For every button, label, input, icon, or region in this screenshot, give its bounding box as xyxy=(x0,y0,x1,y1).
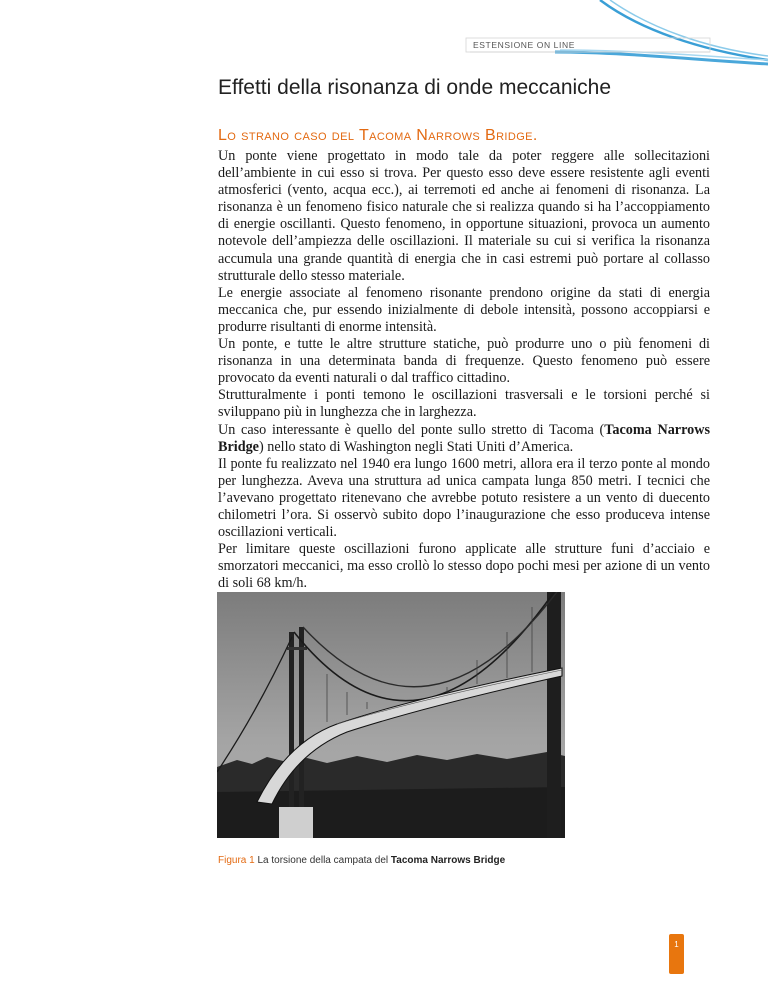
section-heading: Lo strano caso del Tacoma Narrows Bridge. xyxy=(218,127,538,144)
caption-bold: Tacoma Narrows Bridge xyxy=(390,855,506,866)
header-section-label: ESTENSIONE ON LINE xyxy=(473,40,575,50)
paragraph: Le energie associate al fenomeno risonante prendono origine da stati di energia meccanica che, pur essendo inizialmente di debole intensità, possono accoppiarsi e produrre risultanti di enorme intensità. xyxy=(218,284,710,335)
figure-label: Figura 1 xyxy=(218,855,255,866)
body-text xyxy=(218,148,710,592)
page-number-tab xyxy=(669,934,684,974)
paragraph: Il ponte fu realizzato nel 1940 era lungo 1600 metri, allora era il terzo ponte al mondo per lunghezza. Aveva una struttura ad unica campata lunga 850 metri. I tecnici che l’avevano progettato ritenevano che avrebbe potuto resistere a un vento di duecento chilometri l’ora. Si osservò subito dopo l’inaugurazione che esso produceva intense oscillazioni verticali. xyxy=(218,455,710,541)
paragraph: Un ponte viene progettato in modo tale da poter reggere alle sollecitazioni dell’ambiente in cui esso si trova. Per questo esso deve essere resistente agli eventi atmosferici (vento, acqua ecc.), ai terremoti ed anche ai fenomeni di risonanza. La risonanza è un fenomeno fisico naturale che si realizza quando si ha l’accoppiamento di energie oscillanti. Questo fenomeno, in opportune situazioni, provoca un aumento notevole dell’ampiezza delle oscillazioni. Il materiale su cui si verifica la risonanza accumula una grande quantità di energia che in casi estremi può portare al collasso strutturale dello stesso materiale. xyxy=(218,148,710,284)
paragraph: Strutturalmente i ponti temono le oscillazioni trasversali e le torsioni perché si sviluppano più in lunghezza che in larghezza. xyxy=(218,387,710,421)
paragraph-text: ) nello stato di Washington negli Stati Uniti d’America. xyxy=(258,438,574,455)
page-number: 1 xyxy=(674,940,679,949)
paragraph: Un ponte, e tutte le altre strutture statiche, può produrre uno o più fenomeni di risonanza in una determinata banda di frequenze. Questo fenomeno può essere provocato da eventi naturali o dal traffico cittadino. xyxy=(218,336,710,387)
bridge-photo xyxy=(217,592,565,838)
page-title: Effetti della risonanza di onde meccaniche xyxy=(218,76,612,99)
paragraph-text: Un caso interessante è quello del ponte sullo stretto di Tacoma ( xyxy=(218,421,605,438)
caption-text: La torsione della campata del xyxy=(257,855,389,866)
paragraph xyxy=(218,422,710,456)
bridge-name-bold: Tacoma Narrows Bridge xyxy=(218,421,710,455)
paragraph: Per limitare queste oscillazioni furono applicate alle strutture funi d’acciaio e smorzatori meccanici, ma esso crollò lo stesso dopo pochi mesi per azione di un vento di soli 68 km/h. xyxy=(218,541,710,592)
header-swoosh-decoration xyxy=(0,0,768,80)
figure-caption xyxy=(218,855,505,866)
